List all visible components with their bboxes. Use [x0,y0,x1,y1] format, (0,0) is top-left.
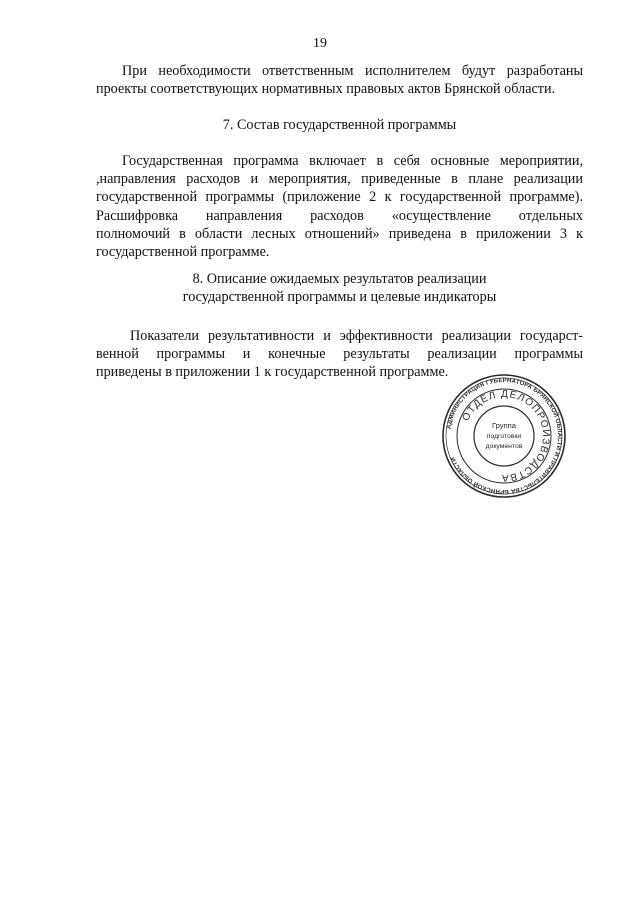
section-8-line-2: венной программы и конечные результаты реализации программы [96,346,583,363]
stamp-center-line-3: документов [485,443,523,450]
office-stamp [440,372,568,500]
stamp-outer-text: АДМИНИСТРАЦИЯ ГУБЕРНАТОРА БРЯНСКОЙ ОБЛАСТИ И ПРАВИТЕЛЬСТВА БРЯНСКОЙ ОБЛАСТИ [445,376,564,496]
section-8-heading [96,270,583,306]
stamp-middle-text: ОТДЕЛ ДЕЛОПРОИЗВОДСТВА [460,388,552,484]
section-8-line-1: Показатели результативности и эффективности реализации государст- [130,328,583,344]
page-number: 19 [313,36,327,51]
section-7-line-4: Расшифровка направления расходов «осуществление отдельных [96,207,583,224]
section-8-line-3: приведены в приложении 1 к государственной программе. [96,364,449,381]
section-7-heading: 7. Состав государственной программы [222,117,457,133]
section-7-line-3: государственной программы (приложение 2 к государственной программе). [96,189,583,206]
stamp-center-line-1: Группа [491,421,517,430]
intro-line-2: проекты соответствующих нормативных правовых актов Брянской области. [96,81,556,98]
section-7-paragraph [96,152,583,261]
section-7-line-5: полномочий в области лесных отношений» приведена в приложении 3 к [96,225,583,242]
section-7-line-6: государственной программе. [96,244,270,261]
intro-line-1: При необходимости ответственным исполнителем будут разработаны [122,63,583,79]
section-7-line-2: ,направления расходов и мероприятия, приведенные в плане реализации [96,171,583,188]
intro-paragraph [96,62,583,98]
stamp-center-line-2: подготовки [486,433,522,440]
section-8-heading-line-2: государственной программы и целевые индикаторы [182,289,497,306]
section-8-heading-line-1: 8. Описание ожидаемых результатов реализации [192,271,487,287]
section-7-line-1: Государственная программа включает в себя основные мероприятии, [122,153,583,169]
